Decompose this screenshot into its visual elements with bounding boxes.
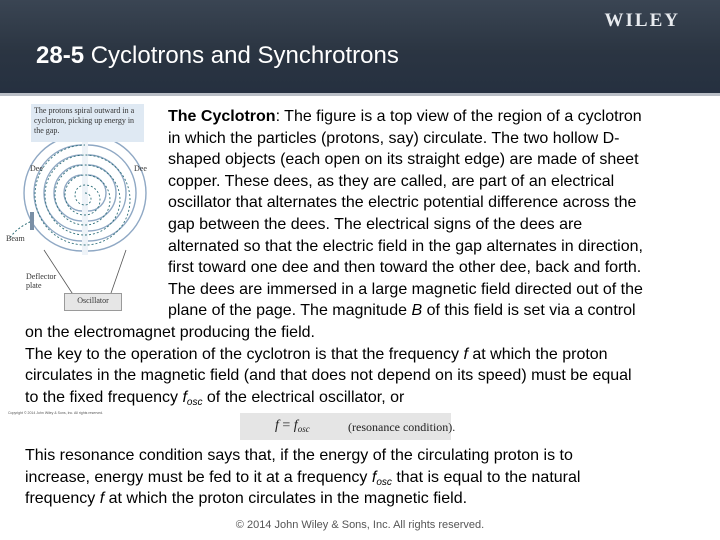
section-number: 28-5: [36, 42, 85, 69]
paragraph-line: The key to the operation of the cyclotron is that the frequency f at which the proton: [25, 345, 608, 363]
paragraph-line: circulates in the magnetic field (and that does not depend on its speed) must be equal: [25, 367, 632, 385]
paragraph-resonance: [25, 322, 632, 408]
paragraph-line: oscillator that alternates the electric potential difference across the: [168, 194, 637, 212]
paragraph-line: to the fixed frequency $f_{osc}$ of the electrical oscillator, or: [25, 388, 405, 408]
paragraph-line: copper. These dees, as they are called, are part of an electrical: [168, 172, 615, 190]
label-dee-left: Dee: [30, 164, 43, 173]
deflector-plate: [30, 212, 34, 230]
paragraph-line: first toward one dee and then toward the other dee, back and forth.: [168, 259, 642, 277]
header-divider: [0, 93, 720, 96]
variable-b: B: [411, 302, 423, 320]
resonance-equation: $f = f_{osc}$: [275, 418, 310, 434]
figure-credit: Copyright © 2014 John Wiley & Sons, Inc. All rights reserved.: [8, 411, 103, 415]
section-title: Cyclotrons and Synchrotrons: [90, 42, 399, 69]
paragraph-line: gap between the dees. The electrical signs of the dees are: [168, 215, 583, 233]
slide-header: [0, 0, 720, 93]
paragraph-line: frequency f at which the proton circulates in the magnetic field.: [25, 490, 468, 508]
dee-right: [88, 135, 146, 251]
cyclotron-figure: [4, 100, 164, 415]
paragraph-line: alternated so that the electric field in the gap alternates in direction,: [168, 237, 643, 255]
footer-copyright: © 2014 John Wiley & Sons, Inc. All rights reserved.: [235, 519, 485, 531]
figure-caption: The protons spiral outward in a cyclotron, picking up energy in the gap.: [34, 106, 135, 135]
term-cyclotron: The Cyclotron: [168, 108, 276, 125]
label-oscillator: Oscillator: [77, 296, 109, 305]
paragraph-line: increase, energy must be fed to it at a frequency $f_{osc}$ that is equal to the natural: [25, 468, 581, 488]
variable-f: f: [371, 468, 377, 486]
label-beam: Beam: [6, 234, 25, 243]
paragraph-line: shaped objects (each open on its straight edge) are made of sheet: [168, 151, 639, 169]
paragraph-line: The dees are immersed in a large magnetic field directed out of the: [168, 280, 643, 298]
paragraph-line: on the electromagnet producing the field.: [25, 324, 315, 341]
paragraph-line: in which the particles (protons, say) circulate. The two hollow D-: [168, 129, 620, 147]
paragraph-energy: [25, 445, 580, 510]
subscript-osc: osc: [376, 476, 392, 488]
paragraph-line: The Cyclotron: The figure is a top view of the region of a cyclotron: [168, 108, 642, 125]
paragraph-line: This resonance condition says that, if the energy of the circulating proton is to: [25, 447, 573, 464]
publisher-logo: WILEY: [604, 10, 680, 31]
equation-note: (resonance condition).: [348, 420, 456, 434]
subscript-osc: osc: [186, 396, 203, 408]
dee-gap: [82, 133, 88, 255]
label-deflector-plate: Deflector plate: [26, 272, 57, 290]
variable-f: f: [99, 490, 105, 508]
label-dee-right: Dee: [134, 164, 147, 173]
slide-title: [36, 42, 399, 70]
variable-f: f: [182, 388, 187, 406]
paragraph-line: plane of the page. The magnitude B of this field is set via a control: [168, 302, 636, 320]
paragraph-cyclotron-intro: [168, 106, 643, 322]
oscillator-wire-right: [110, 250, 126, 296]
variable-f: f: [463, 345, 468, 363]
